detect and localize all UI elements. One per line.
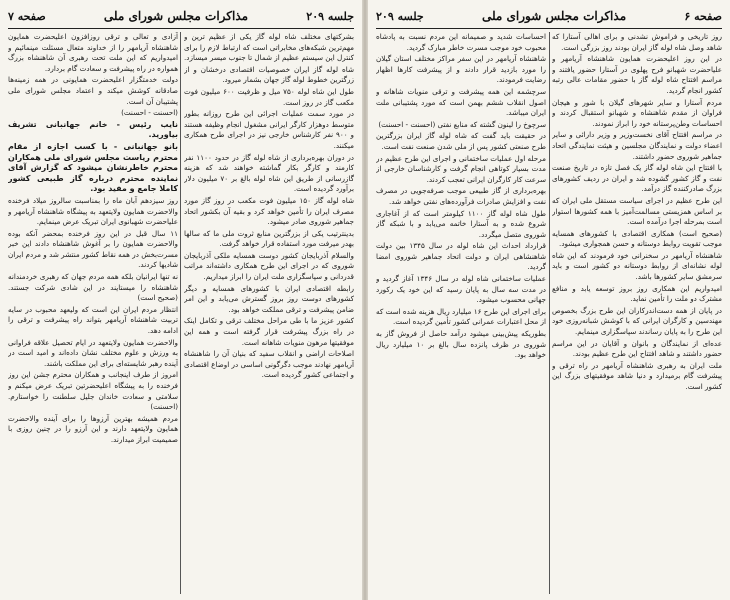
paragraph: عده‌ای از نمایندگان و بانوان و آقایان در این مراسم حضور داشتند و شاهد افتتاح این طرح عظیم بودند. [552,338,722,359]
left-page-columns [8,32,354,594]
journal-title: مذاکرات مجلس شورای ملی [103,9,249,23]
paragraph: عملیات ساختمانی شاه لوله در سال ۱۳۴۶ آغاز گردید و در مدت سه سال به پایان رسید که این خود یک رکورد جهانی محسوب میشود. [376,274,546,305]
paragraph: در این روز اعلیحضرت همایون شاهنشاه آریامهر و علیاحضرت شهبانو فرح پهلوی در آستارا حضور یافتند و مراسم افتتاح شاه لوله گاز با حضور مقامات عالی رتبه کشور انجام گردید. [552,54,722,95]
paragraph: مردم همیشه بهترین آرزوها را برای آینده والاحضرت همایون ولایتعهد دارند و این آرزو را در چنین روزی با صمیمیت ابراز میدارند. [8,413,178,444]
paragraph: در پایان از همه دست‌اندرکاران این طرح بزرگ بخصوص مهندسین و کارگران ایرانی که با کوشش شبانه‌روزی خود این طرح را به پایان رساندند سپاسگزاری مینمایم. [552,305,722,337]
paragraph: سرچوخ را لینون گشته که منابع نفتی (احسنت - احسنت) [378,119,546,129]
paragraph: رابطه اقتصادی ایران با کشورهای همسایه و دیگر کشورهای دوست روز بروز گسترش می‌یابد و این امر ضامن پیشرفت و ترقی مملکت خواهد بود. [184,283,354,314]
paragraph: روز سیزدهم آبان ماه را بمناسبت سالروز میلاد فرخنده والاحضرت همایون ولایتعهد به پیشگاه شاهنشاه آریامهر و علیاحضرت شهبانوی ایران تبریک عرض مینمایم. [8,195,178,227]
paragraph: در دوران بهره‌برداری از شاه لوله گاز در حدود ۱۱۰۰ نفر کارمند و کارگر بکار گماشته خواهند شد که هزینه گازرسانی از طریق این شاه لوله بالغ بر ۷۰ میلیون دلار برآورد گردیده است. [184,152,354,194]
paragraph: مرحله اول عملیات ساختمانی و اجرای این طرح عظیم در مدت بسیار کوتاهی انجام گرفت و کارشناسان خارجی از سرعت کار کارگران ایرانی تعجب کردند. [376,153,546,184]
paragraph: قرارداد احداث این شاه لوله در سال ۱۳۴۵ بین دولت شاهنشاهی ایران و دولت اتحاد جماهیر شوروی امضا گردید. [376,241,546,272]
left-page-header [8,6,354,29]
paragraph: برای اجرای این طرح ۱۶ میلیارد ریال هزینه شده است که از محل اعتبارات عمرانی کشور تأمین گردیده است. [376,306,546,327]
session-label: جلسه ۲۰۹ [376,9,424,23]
left-page [0,0,362,600]
paragraph: شاه لوله گاز ۱۵۰ میلیون فوت مکعب در روز گاز مورد مصرف ایران را تأمین خواهد کرد و بقیه آن بکشور اتحاد جماهیر شوروی صادر میشود. [184,195,354,227]
journal-title: مذاکرات مجلس شورای ملی [481,9,627,23]
paragraph: طول این شاه لوله ۷۵۰ میل و ظرفیت ۶۰۰ میلیون فوت مکعب گاز در روز است. [184,86,354,107]
paragraph: در حقیقت باید گفت که شاه لوله گاز ایران بزرگترین طرح صنعتی کشور پس از ملی شدن صنعت نفت است. [376,131,546,151]
paragraph: بطوریکه پیش‌بینی میشود درآمد حاصل از فروش گاز به شوروی در ظرف پانزده سال بالغ بر ۱۰ میلیارد ریال خواهد بود. [376,329,546,360]
paragraph: نه تنها ایرانیان بلکه همه مردم جهان که رهبری خردمندانه شاهنشاه را میستایند در این شادی شرکت جستند. (صحیح است) [8,272,178,303]
paragraph: ملت ایران به رهبری شاهنشاه آریامهر در راه ترقی و پیشرفت گام برمیدارد و دنیا شاهد موفقیتهای بزرگ این کشور است. [552,360,722,391]
paragraph: طول شاه لوله گاز ۱۱۰۰ کیلومتر است که از آغاجاری شروع شده و به آستارا خاتمه می‌یابد و با شبکه گاز شوروی متصل میگردد. [376,208,546,239]
paragraph: والسلام آذربایجان کشور دوست همسایه ملکی آذربایجان شوروی که در اجرای این طرح همکاری داشته‌اند مراتب قدردانی و سپاسگزاری ملت ایران را ابراز میداریم. [184,250,354,282]
paragraph: با افتتاح این شاه لوله گاز یک فصل تازه در تاریخ صنعت نفت و گاز کشور گشوده شد و ایران در ردیف کشورهای بزرگ صادرکننده گاز درآمد. [552,163,722,194]
paragraph: در مورد سمت عملیات اجرائی این طرح روزانه بطور متوسط دوهزار کارگر ایرانی مشغول انجام وظیفه هستند و ۹۰۰ نفر کارشناس خارجی نیز در اجرای طرح همکاری میکنند. [184,109,354,150]
paragraph: بدینترتیب یکی از بزرگترین منابع ثروت ملی ما که سالها بهدر میرفت مورد استفاده قرار خواهد گرفت. [184,228,354,249]
right-page [368,0,730,600]
paragraph: (صحیح است) همکاری اقتصادی با کشورهای همسایه موجب تقویت روابط دوستانه و حسن همجواری میشود. [552,228,722,249]
paragraph: والاحضرت همایون ولایتعهد در ایام تحصیل علاقه فراوانی به ورزش و علوم مختلف نشان داده‌اند و امید است در آینده رهبر شایسته‌ای برای این مملکت باشند. [8,337,178,368]
paragraph: بشرکتهای مختلف شاه لوله گاز یکی از عظیم ترین و مهم‌ترین شبکه‌های مخابراتی است که ارتباط لازم را برای کنترل این سیستم عظیم از شمال تا جنوب میسر میسازد. [184,32,354,63]
paragraph: کشور عزیز ما با طی مراحل مختلف ترقی و تکامل اینک در راه بزرگ پیشرفت قرار گرفته است و همه این موفقیتها مرهون منویات شاهانه است. [184,316,354,347]
session-label: جلسه ۲۰۹ [306,9,354,23]
paragraph: سرچشمه این همه پیشرفت و ترقی منویات شاهانه و اصول انقلاب ششم بهمن است که مورد پشتیبانی ملت ایران میباشد. [376,86,546,118]
page-number: صفحه ۶ [684,9,722,23]
left-page-left-column [8,32,178,594]
paragraph: در مراسم افتتاح آقای نخست‌وزیر و وزیر دارائی و سایر اعضاء دولت و نمایندگان مجلسین و هیئت نمایندگی اتحاد جماهیر شوروی حضور داشتند. [552,130,722,161]
paragraph: شاه لوله گاز ایران خصوصیات اقتصادی درخشان و از زرگترین خطوط لوله گاز جهان بشمار میرود. [184,64,354,85]
paragraph: بانو جهانبانی - با کسب اجازه از مقام محترم ریاست مجلس شورای ملی همکاران محترم خاطرنشان میشود که گزارش آقای نماینده محترم درباره گاز طبیعی کشور کاملا جامع و مفید بود. [8,141,178,194]
paragraph: انتظار مردم ایران این است که ولیعهد محبوب در سایه تربیت شاهنشاه آریامهر بتواند راه پیشرفت و ترقی را ادامه دهد. [8,304,178,336]
paragraph: شاهنشاه آریامهر در سخنرانی خود فرمودند که این شاه لوله نشانه‌ای از روابط دوستانه دو کشور است و باید سرمشق سایر کشورها باشد. [552,250,722,282]
right-page-left-column [376,32,546,594]
right-page-right-column [552,32,722,594]
paragraph: نایب رئیس - خانم جهانبانی تشریف بیاورید. [8,119,178,140]
right-page-columns [376,32,722,594]
paragraph: دولت خدمتگزار اعلیحضرت همایونی در همه زمینه‌ها صادقانه کوشش میکند و اعتماد مجلس شورای ملی پشتیبان آن است. [8,75,178,106]
paragraph: (احسنت - احسنت) [121,108,178,118]
paragraph: اصلاحات اراضی و انقلاب سفید که بنیان آن را شاهنشاه آریامهر نهادند موجب دگرگونی اساسی در اوضاع اقتصادی و اجتماعی کشور گردیده است. [184,349,354,380]
paragraph: احساسات شدید و صمیمانه این مردم نسبت به پادشاه محبوب خود موجب مسرت خاطر مبارک گردید. [376,32,546,52]
paragraph: آزادی و تعالی و ترقی روزافزون اعلیحضرت همایون شاهنشاه آریامهر را از خداوند متعال مسئلت مینمائیم و امیدواریم که این ملت تحت رهبری آن شاهنشاه بزرگ همواره در راه پیشرفت و سعادت گام بردارد. [8,32,178,73]
left-page-right-column [184,32,354,594]
paragraph: بهره‌برداری از گاز طبیعی موجب صرفه‌جویی در مصرف نفت و افزایش صادرات فرآورده‌های نفتی خواهد شد. [376,186,546,206]
paragraph: امیدواریم این همکاری روز بروز توسعه یابد و منافع مشترک دو ملت را تأمین نماید. [552,283,722,304]
paragraph: امروز از طرف اینجانب و همکاران محترم جشن این روز فرخنده را به پیشگاه اعلیحضرتین تبریک عرض میکنم و سلامتی و سعادت خاندان جلیل سلطنت را خواستارم. (احسنت) [8,370,178,412]
paragraph: ۱۱ سال قبل در این روز فرخنده بمحضر آنکه بوده والاحضرت همایون را بر آغوش شاهنشاه دادند این خبر مسرت‌بخش در همه نقاط کشور منتشر شد و مردم ایران شادیها کردند. [8,228,178,270]
paragraph: مردم آستارا و سایر شهرهای گیلان با شور و هیجان فراوان از مقدم شاهنشاه و شهبانو استقبال کردند و احساسات وطن‌پرستانه خود را ابراز نمودند. [552,97,722,128]
paragraph: شاهنشاه آریامهر در این سفر مراکز مختلف استان گیلان را مورد بازدید قرار دادند و از پیشرفت کارها اظهار رضایت فرمودند. [376,54,546,85]
page-number: صفحه ۷ [8,9,46,23]
right-page-header [376,6,722,29]
paragraph: این طرح عظیم در اجرای سیاست مستقل ملی ایران که بر اساس همزیستی مسالمت‌آمیز با همه کشورها استوار است بمرحله اجرا درآمده است. [552,195,722,227]
paragraph: روز تاریخی و فراموش نشدنی و برای اهالی آستارا که شاهد وصل شاه لوله گاز ایران بودند روز بزرگی است. [552,32,722,52]
